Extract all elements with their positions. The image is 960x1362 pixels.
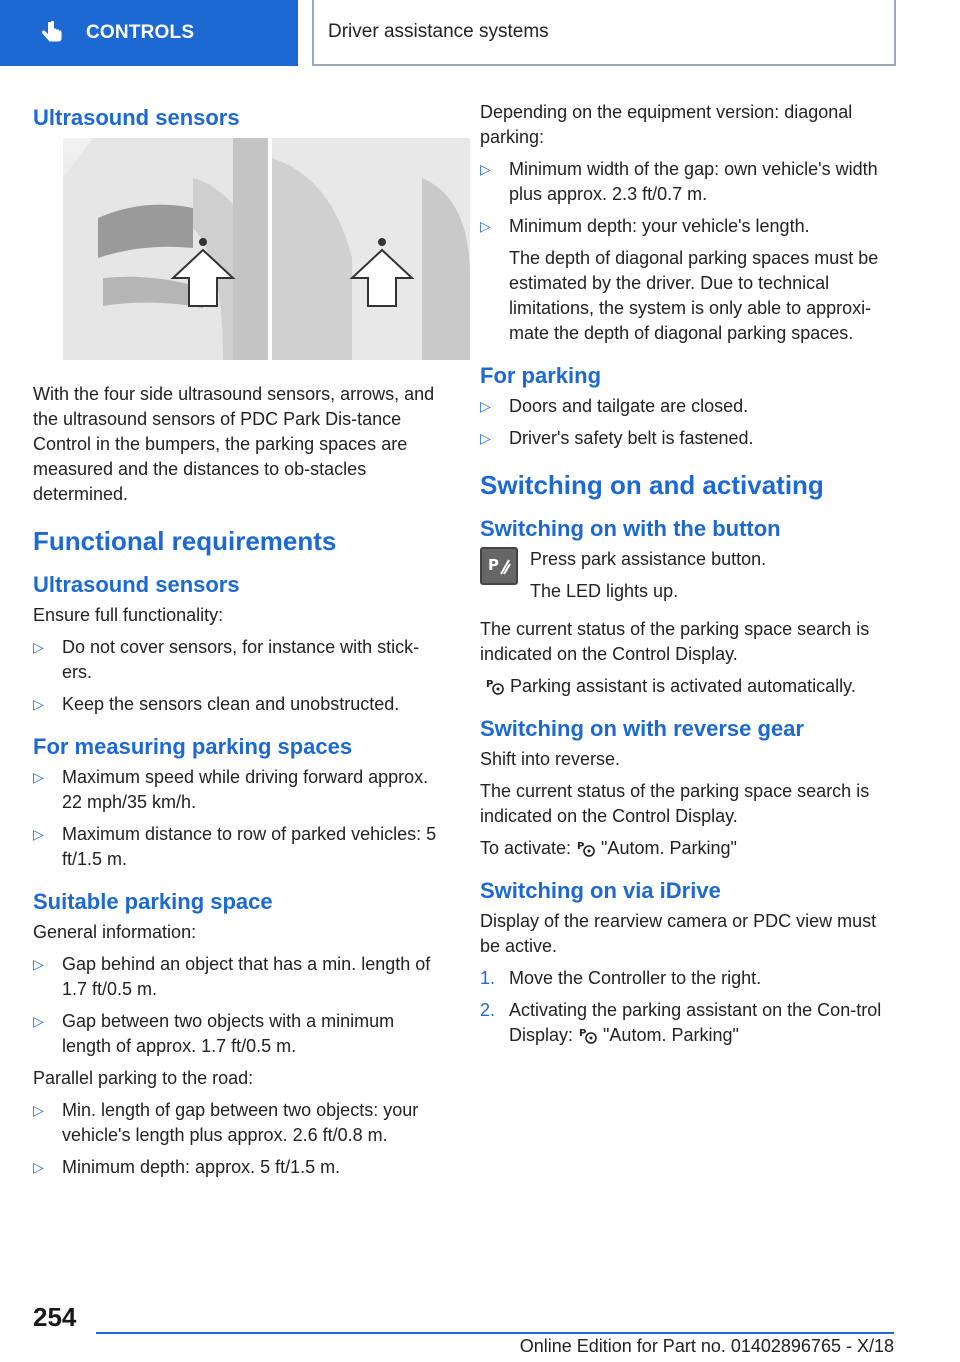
parallel-text: Parallel parking to the road:: [33, 1068, 254, 1088]
sensors-subheading: Ultrasound sensors: [33, 572, 240, 597]
for-parking-heading: For parking: [480, 363, 602, 388]
list-item: ▷ Minimum width of the gap: own vehicle's width plus approx. 2.3 ft/0.7 m.: [480, 159, 878, 204]
triangle-bullet-icon: ▷: [480, 161, 491, 177]
steps-list: [480, 966, 894, 1048]
list-item: ▷ Do not cover sensors, for instance with stick-ers.: [33, 637, 420, 682]
reverse-subheading: Switching on with reverse gear: [480, 716, 804, 741]
status-text: The current status of the parking space search is indicated on the Control Display.: [480, 619, 870, 664]
triangle-bullet-icon: ▷: [33, 696, 44, 712]
svg-text:P: P: [577, 841, 585, 852]
activate-row: To activate: P "Autom. Parking": [480, 838, 737, 858]
list-item: 2. Activating the parking assistant on the Con-trol Display: P "Autom. Parking": [480, 1000, 882, 1045]
front-bumper-image: [63, 138, 268, 360]
svg-text:P: P: [579, 1028, 587, 1039]
list-item: ▷ Minimum depth: approx. 5 ft/1.5 m.: [33, 1155, 447, 1180]
page-number: 254: [33, 1302, 77, 1332]
list-item: ▷ Maximum distance to row of parked vehicles: 5 ft/1.5 m.: [33, 824, 437, 869]
diagonal-list: [480, 157, 894, 239]
measuring-heading: For measuring parking spaces: [33, 734, 353, 759]
left-column: [33, 100, 447, 1187]
list-item: ▷ Keep the sensors clean and unobstructed.: [33, 692, 447, 717]
section-tab-label: CONTROLS: [86, 22, 195, 43]
list-item: ▷ Gap between two objects with a minimum length of approx. 1.7 ft/0.5 m.: [33, 1011, 395, 1056]
park-assist-button-icon: [480, 547, 518, 585]
list-item: 1. Move the Controller to the right.: [480, 968, 762, 988]
svg-text:P: P: [486, 679, 494, 690]
list-item: ▷ Minimum depth: your vehicle's length.: [480, 214, 894, 239]
functional-requirements-heading: Functional requirements: [33, 526, 337, 556]
page-footer: [0, 1290, 960, 1362]
triangle-bullet-icon: ▷: [33, 1159, 44, 1175]
parallel-list: [33, 1098, 447, 1180]
display-text: Display of the rearview camera or PDC view must be active.: [480, 911, 877, 956]
ensure-list: [33, 635, 447, 717]
measuring-list: [33, 765, 447, 872]
breadcrumb-title: Driver assistance systems: [328, 21, 549, 42]
triangle-bullet-icon: ▷: [33, 1013, 44, 1029]
for-parking-list: [480, 394, 894, 451]
ultrasound-sensors-heading: Ultrasound sensors: [33, 105, 240, 130]
parking-assistant-icon: [577, 839, 595, 857]
list-item: ▷ Gap behind an object that has a min. length of 1.7 ft/0.5 m.: [33, 954, 431, 999]
triangle-bullet-icon: ▷: [33, 956, 44, 972]
suitable-space-heading: Suitable parking space: [33, 889, 273, 914]
parking-assistant-icon: [579, 1026, 597, 1044]
button-subheading: Switching on with the button: [480, 516, 781, 541]
status-text: The current status of the parking space search is indicated on the Control Display.: [480, 781, 870, 826]
svg-text:P: P: [488, 556, 499, 574]
switching-heading: Switching on and activating: [480, 470, 824, 500]
list-item: ▷ Driver's safety belt is fastened.: [480, 426, 894, 451]
sensor-illustration: [63, 138, 470, 360]
triangle-bullet-icon: ▷: [480, 398, 491, 414]
page-header: [0, 0, 960, 66]
general-list: [33, 952, 447, 1059]
parking-assistant-icon: [486, 677, 504, 695]
list-item: ▷ Doors and tailgate are closed.: [480, 394, 894, 419]
shift-text: Shift into reverse.: [480, 749, 621, 769]
list-item: ▷ Maximum speed while driving forward approx. 22 mph/35 km/h.: [33, 767, 429, 812]
idrive-subheading: Switching on via iDrive: [480, 878, 721, 903]
breadcrumb: [312, 0, 896, 66]
edition-text: Online Edition for Part no. 01402896765 - X/18: [519, 1336, 894, 1356]
press-text: Press park assistance button.: [530, 549, 767, 569]
list-item: ▷ Min. length of gap between two objects: your vehicle's length plus approx. 2.6 ft/0.8 m.: [33, 1100, 419, 1145]
triangle-bullet-icon: ▷: [33, 769, 44, 785]
led-text: The LED lights up.: [530, 581, 679, 601]
right-column: [480, 100, 894, 1055]
footer-rule: [96, 1332, 894, 1334]
image-caption: With the four side ultrasound sensors, arrows, and the ultrasound sensors of PDC Park Dis-tance Control in the bumpers, the parking spaces are measured and the distances to ob-stacles determined.: [33, 384, 435, 504]
diagonal-note: The depth of diagonal parking spaces must be estimated by the driver. Due to technical limitations, the system is only able to approxi-mate the depth of diagonal parking spaces.: [509, 248, 879, 343]
section-tab[interactable]: [0, 0, 298, 66]
park-button-row: [480, 547, 894, 611]
triangle-bullet-icon: ▷: [480, 430, 491, 446]
auto-activated-row: P Parking assistant is activated automatically.: [486, 676, 856, 696]
hand-pointer-icon: [32, 13, 72, 53]
triangle-bullet-icon: ▷: [480, 218, 491, 234]
rear-wheel-image: [272, 138, 470, 360]
triangle-bullet-icon: ▷: [33, 826, 44, 842]
diagonal-text: Depending on the equipment version: diagonal parking:: [480, 102, 853, 147]
ensure-text: Ensure full functionality:: [33, 605, 224, 625]
triangle-bullet-icon: ▷: [33, 639, 44, 655]
general-info-text: General information:: [33, 922, 197, 942]
triangle-bullet-icon: ▷: [33, 1102, 44, 1118]
